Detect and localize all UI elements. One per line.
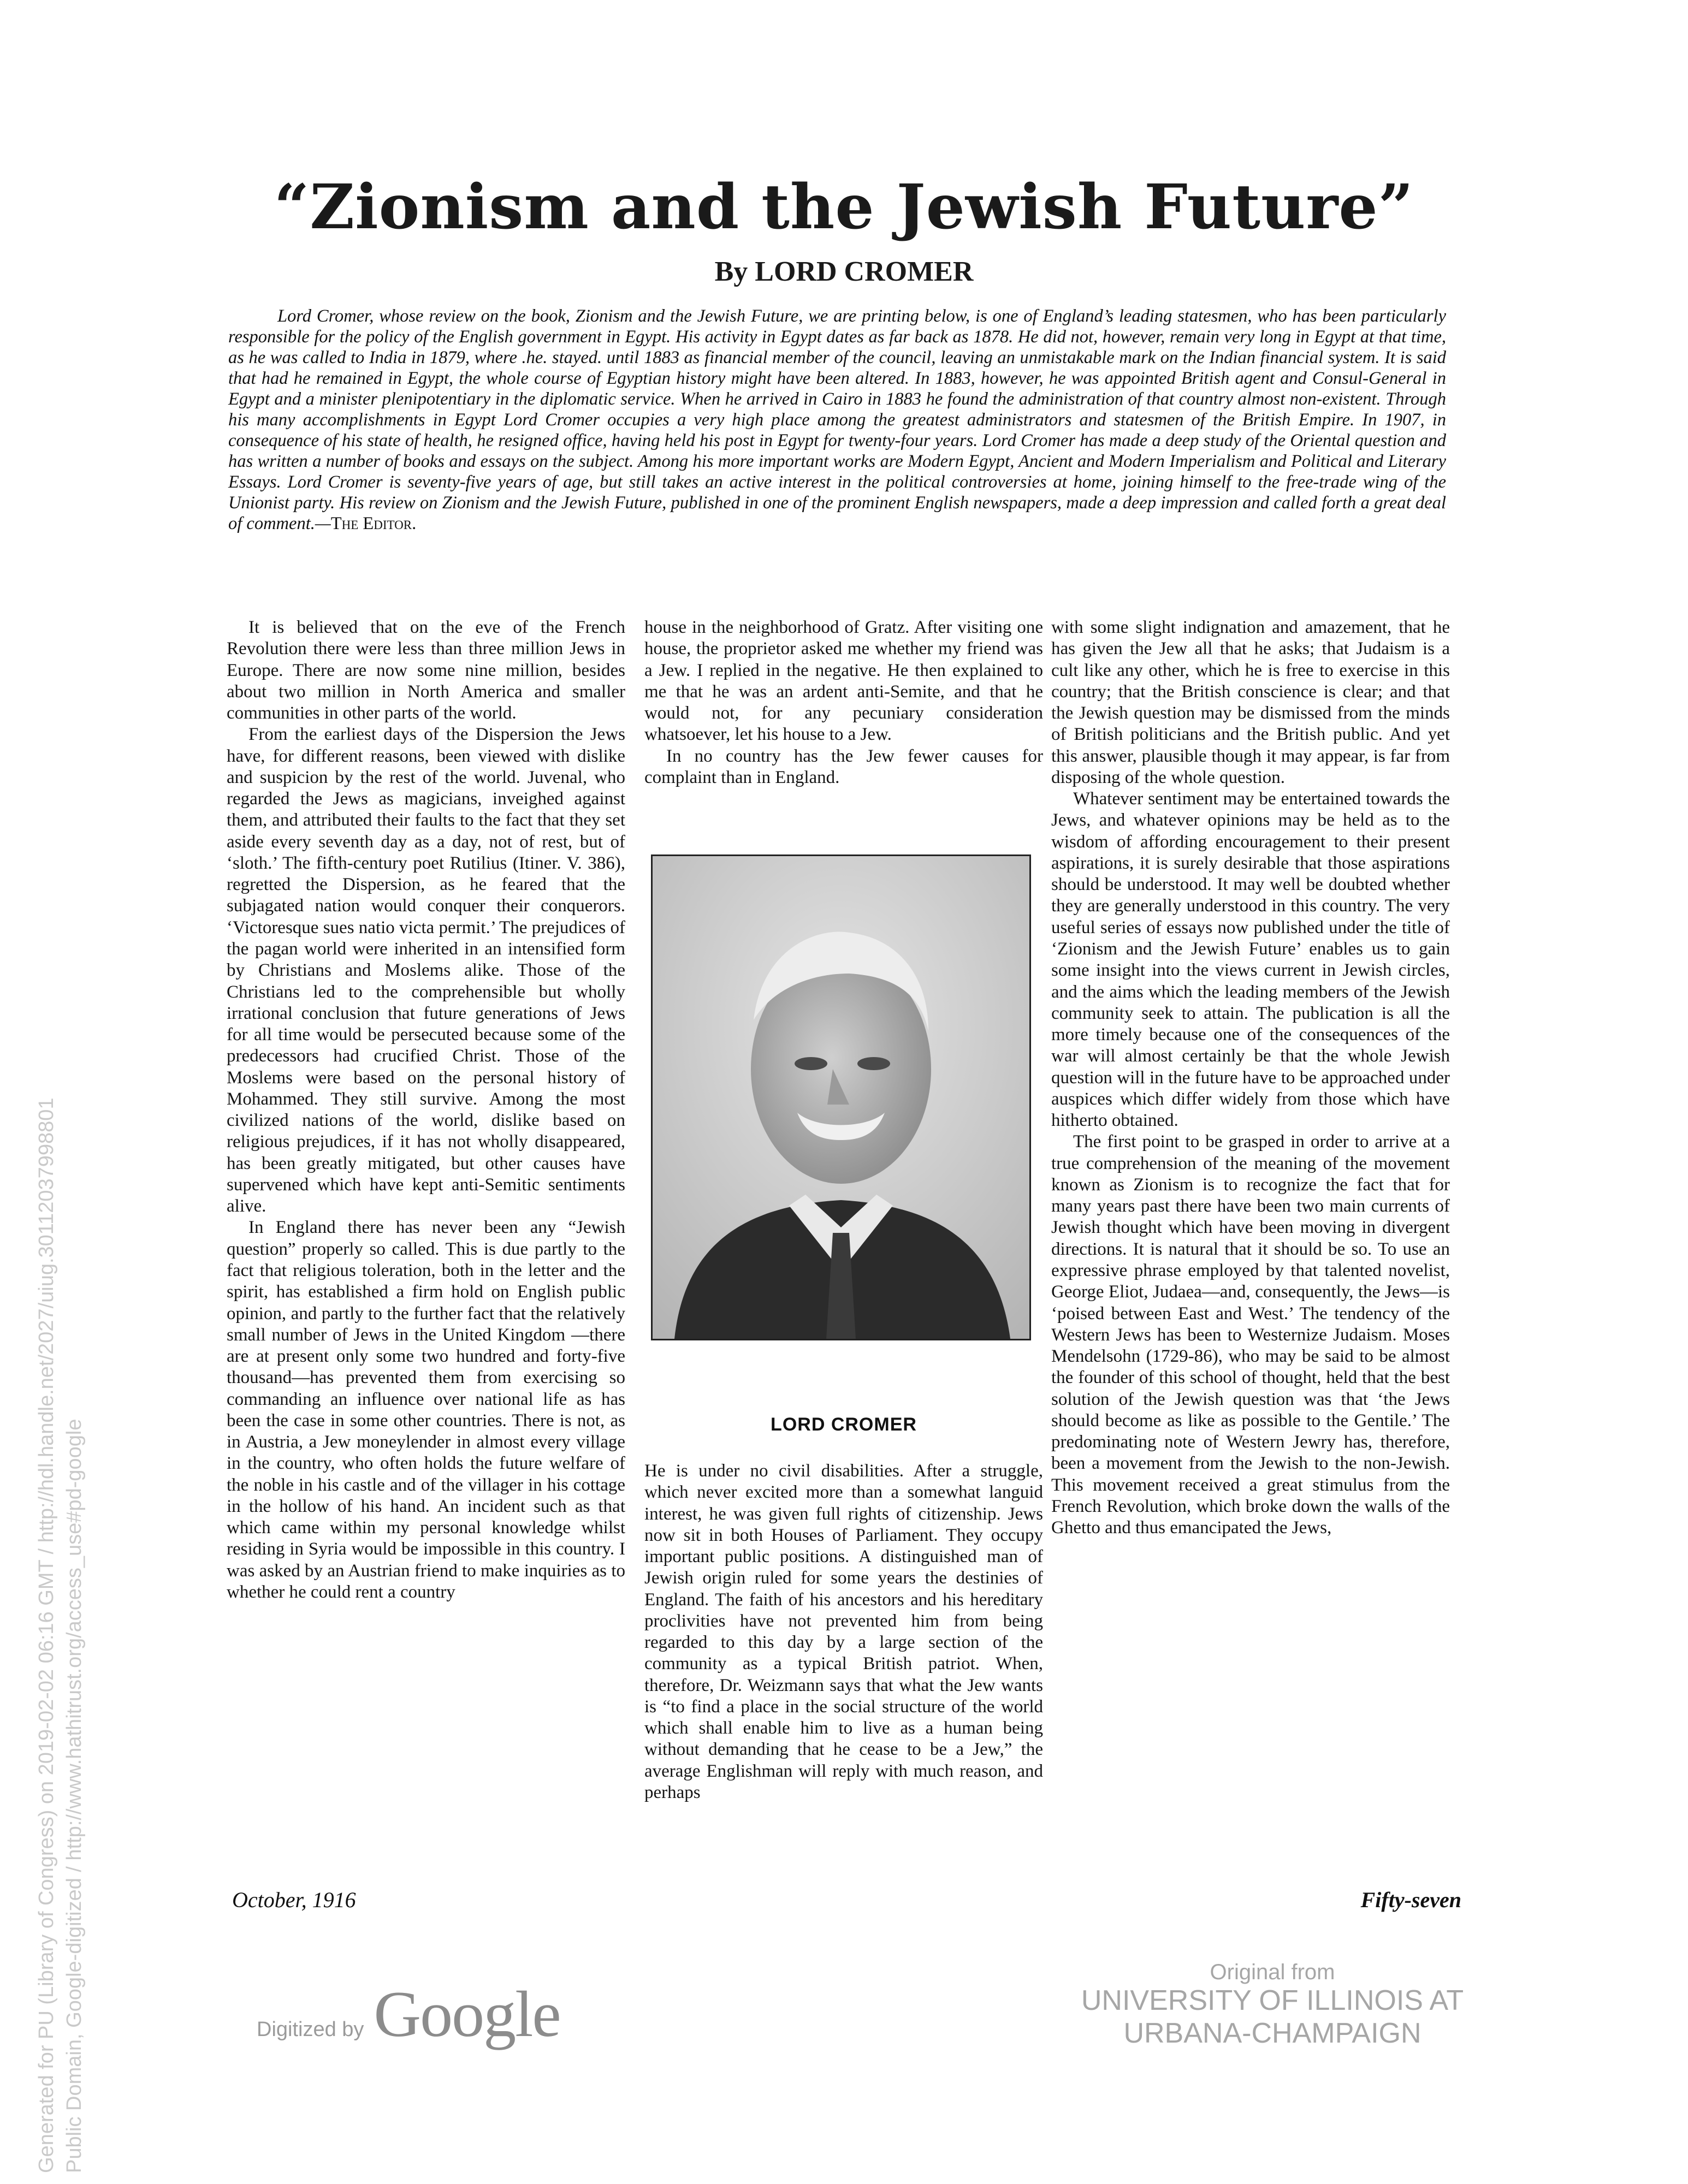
column-2-bottom: [644, 1461, 1043, 1803]
editor-introduction: [228, 306, 1446, 534]
photo-caption: LORD CROMER: [771, 1414, 917, 1435]
digitized-by-label: Digitized by: [257, 2018, 364, 2041]
paragraph: In no country has the Jew fewer causes for complaint than in England.: [644, 746, 1043, 787]
byline: By LORD CROMER: [714, 256, 974, 287]
institution-name: UNIVERSITY OF ILLINOIS AT: [1081, 1985, 1464, 2016]
portrait-photo: [651, 854, 1031, 1340]
paragraph: He is under no civil disabilities. After a struggle, which never excited more than a somewhat languid interest, he was given full rights of citizenship. Jews now sit in both Houses of Parliament. They occupy important public positions. A distinguished man of Jewish origin ruled for some years the destinies of England. The faith of his ancestors and his hereditary proclivities have not prevented him from being regarded to this day by a large section of the community as a typical British patriot. When, therefore, Dr. Weizmann says that what the Jew wants is “to find a place in the social structure of the world which shall enable him to live as a human being without demanding that he cease to be a Jew,” the average Englishman will reply with much reason, and perhaps: [644, 1461, 1043, 1802]
paragraph: with some slight indignation and amazement, that he has given the Jew all that he asks; that Judaism is a cult like any other, which he is free to exercise in this country; that the British conscience is clear; and that the Jewish question may be dismissed from the minds of British politicians and the British public. And yet this answer, plausible though it may appear, is far from disposing of the whole question.: [1051, 618, 1450, 787]
portrait-illustration: [653, 856, 1029, 1339]
hathitrust-watermark: [33, 1097, 89, 2173]
institution-name: URBANA-CHAMPAIGN: [1123, 2017, 1422, 2049]
digitized-by-google: [257, 1977, 560, 2052]
column-1: [227, 617, 625, 1603]
column-2-top: [644, 617, 1043, 788]
issue-date: October, 1916: [232, 1888, 356, 1912]
paragraph: The first point to be grasped in order to arrive at a true comprehension of the meaning of the movement known as Zionism is to recognize the fact that for many years past there have been two main currents of Jewish thought which have been moving in divergent directions. It is natural that it should be so. To use an expressive phrase employed by that talented novelist, George Eliot, Judaea—and, consequently, the Jews—is ‘poised between East and West.’ The tendency of the Western Jews has been to Westernize Judaism. Moses Mendelsohn (1729-86), who may be said to be almost the founder of this school of thought, held that the best solution of the Jewish question was that ‘the Jews should become as like as possible to the Gentile.’ The predominating note of Western Jewry has, therefore, been a movement from the Jewish to the non-Jewish. This movement received a great stimulus from the French Revolution, which broke down the walls of the Ghetto and thus emancipated the Jews,: [1051, 1132, 1450, 1538]
original-from-notice: [1027, 1960, 1518, 2050]
paragraph: house in the neighborhood of Gratz. After visiting one house, the proprietor asked me whether my friend was a Jew. I replied in the negative. He then explained to me that he was an ardent anti-Semite, and that he would not, for any pecuniary consideration whatsoever, let his house to a Jew.: [644, 618, 1043, 745]
paragraph: It is believed that on the eve of the French Revolution there were less than three million Jews in Europe. There are now some nine million, besides about two million in North America and smaller communities in other parts of the world.: [227, 618, 625, 723]
paragraph: From the earliest days of the Dispersion the Jews have, for different reasons, been viewed with dislike and suspicion by the rest of the world. Juvenal, who regarded the Jews as magicians, inveighed against them, and attributed their faults to the fact that they set aside every seventh day as a day, not of rest, but of ‘sloth.’ The fifth-century poet Rutilius (Itiner. V. 386), regretted the Dispersion, as he feared that the subjagated nation would conquer their conquerors. ‘Victoresque sues natio victa permit.’ The prejudices of the pagan world were inherited in an intensified form by Christians and Moslems alike. Those of the Christians led to the comprehensible but wholly irrational conclusion that future generations of Jews for all time would be persecuted because some of the predecessors had crucified Christ. Those of the Moslems were based on the personal history of Mohammed. They still survive. Among the most civilized nations of the world, dislike based on religious prejudices, if it has not wholly disappeared, has been greatly mitigated, but other causes have supervened which have kept anti-Semitic sentiments alive.: [227, 725, 625, 1216]
original-from-label: Original from: [1210, 1960, 1335, 1984]
paragraph: Whatever sentiment may be entertained towards the Jews, and whatever opinions may be held as to the wisdom of affording encouragement to their present aspirations, it is surely desirable that those aspirations should be understood. It may well be doubted whether they are generally understood in this country. The very useful series of essays now published under the title of ‘Zionism and the Jewish Future’ enables us to gain some insight into the views current in Jewish circles, and the aims which the leading members of the Jewish community seek to attain. The publication is all the more timely because one of the consequences of the war will almost certainly be that the whole Jewish question will in the future have to be approached under auspices which differ widely from those which have hitherto obtained.: [1051, 789, 1450, 1131]
watermark-line: Public Domain, Google-digitized / http://www.hathitrust.org/access_use#pd-google: [63, 1419, 86, 2173]
paragraph: In England there has never been any “Jewish question” properly so called. This is due partly to the fact that religious toleration, both in the letter and the spirit, has established a firm hold on English public opinion, and partly to the further fact that the relatively small number of Jews in the United Kingdom —there are at present only some two hundred and forty-five thousand—has prevented them from exercising so commanding an influence over national life as has been the case in some other countries. There is not, as in Austria, a Jew moneylender in almost every village in the country, who often holds the future welfare of the noble in his castle and of the villager in his cottage in the hollow of his hand. An incident such as that which came within my personal knowledge whilst residing in Syria would be impossible in this country. I was asked by an Austrian friend to make inquiries as to whether he could rent a country: [227, 1218, 625, 1602]
page-number: Fifty-seven: [1360, 1888, 1461, 1912]
editor-signature: The Editor.: [330, 514, 417, 534]
article-title: “Zionism and the Jewish Future”: [274, 171, 1414, 243]
intro-text: Lord Cromer, whose review on the book, Zionism and the Jewish Future, we are printing below, is one of England’s leading statesmen, who has been particularly responsible for the policy of the English government in Egypt. His activity in Egypt dates as far back as 1878. He did not, however, remain very long in Egypt at that time, as he was called to India in 1879, where .he. stayed. until 1883 as financial member of the council, leaving an unmistakable mark on the Indian financial system. It is said that had he remained in Egypt, the whole course of Egyptian history might have been altered. In 1883, however, he was appointed British agent and Consul-General in Egypt and a minister plenipotentiary in the diplomatic service. When he arrived in Cairo in 1883 he found the administration of that country almost non-existent. Through his many accomplishments in Egypt Lord Cromer occupies a very high place among the greatest administrators and statesmen of the British Empire. In 1907, in consequence of his state of health, he resigned office, having held his post in Egypt for twenty-four years. Lord Cromer has made a deep study of the Oriental question and has written a number of books and essays on the subject. Among his more important works are Modern Egypt, Ancient and Modern Imperialism and Political and Literary Essays. Lord Cromer is seventy-five years of age, but still takes an active interest in the political controversies at home, joining himself to the free-trade wing of the Unionist party. His review on Zionism and the Jewish Future, published in one of the prominent English newspapers, made a deep impression and called forth a great deal of comment.—: [228, 306, 1446, 534]
watermark-line: Generated for PU (Library of Congress) on 2019-02-02 06:16 GMT / http://hdl.handle.net/2027/uiug.30112037998801: [35, 1097, 58, 2173]
column-3: [1051, 617, 1450, 1539]
google-logo: Google: [374, 1978, 560, 2050]
